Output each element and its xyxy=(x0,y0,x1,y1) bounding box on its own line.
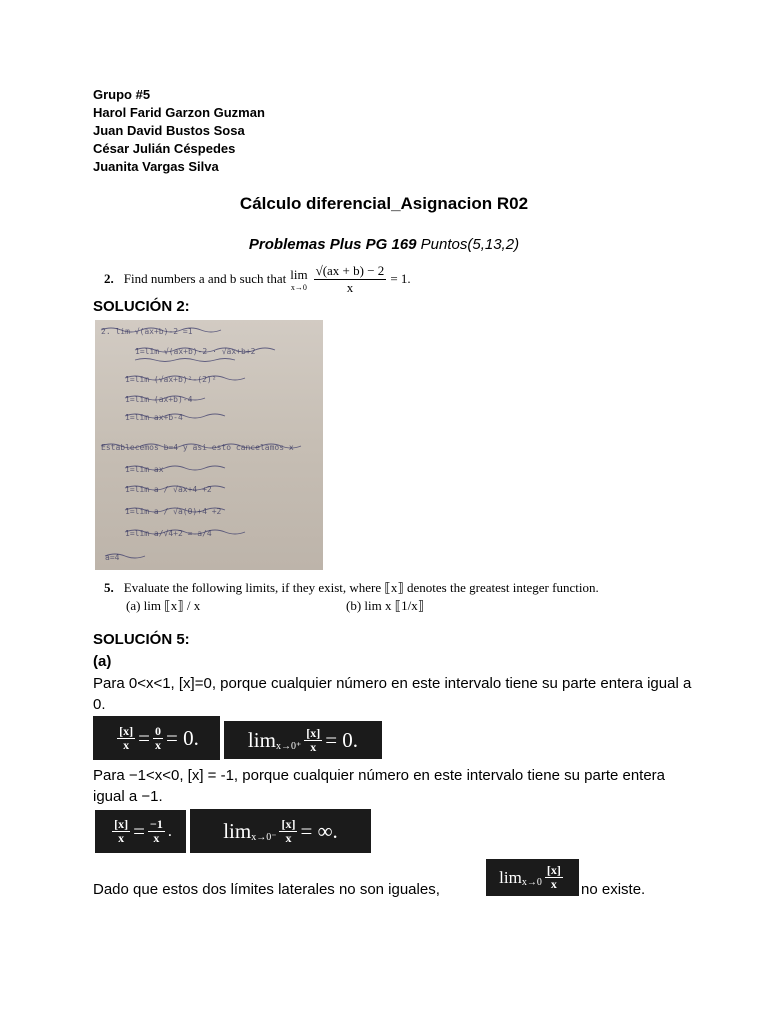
svg-text:1=lim a / √ax+4 +2: 1=lim a / √ax+4 +2 xyxy=(125,485,212,494)
part-a-label: (a) xyxy=(93,653,112,670)
subtitle-bold: Problemas Plus PG 169 xyxy=(248,236,417,253)
fraction: $\frac{[x]}{x}$ xyxy=(119,723,134,752)
paragraph-3-text: Dado que estos dos límites laterales no son iguales, xyxy=(93,881,440,898)
problem-2 xyxy=(104,261,411,297)
svg-text:1=lim √(ax+b)-2 · √ax+b+2: 1=lim √(ax+b)-2 · √ax+b+2 xyxy=(135,347,256,356)
svg-text:1=lim (ax+b)-4: 1=lim (ax+b)-4 xyxy=(125,395,193,404)
handwriting-image xyxy=(95,320,323,570)
problem-5-parts xyxy=(126,598,424,614)
svg-text:2. lim √(ax+b)-2 =1: 2. lim √(ax+b)-2 =1 xyxy=(101,327,193,336)
fraction-numerator: √(ax + b) − 2 xyxy=(315,262,385,278)
document-subtitle xyxy=(0,236,768,253)
svg-text:1=lim a / √a(0)+4 +2: 1=lim a / √a(0)+4 +2 xyxy=(125,507,222,516)
math-box-3: $\frac{[x]}{x}$ = $\frac{-1}{x}$ . xyxy=(95,810,186,853)
author-name: Juan David Bustos Sosa xyxy=(93,123,245,138)
author-name: Juanita Vargas Silva xyxy=(93,159,219,174)
problem-5-part-b: (b) lim x ⟦1/x⟧ xyxy=(346,598,425,613)
paragraph-3-end: no existe. xyxy=(581,881,646,898)
svg-text:1=lim a/√4+2 = a/4: 1=lim a/√4+2 = a/4 xyxy=(125,529,212,538)
author-name: César Julián Céspedes xyxy=(93,141,236,156)
fraction: $\frac{-1}{x}$ xyxy=(150,817,163,845)
solution-2-heading: SOLUCIÓN 2: xyxy=(93,298,190,315)
problem-5 xyxy=(104,580,599,596)
fraction-denominator: x xyxy=(346,279,354,295)
svg-text:Establecemos b=4 y asi esto ca: Establecemos b=4 y asi esto cancelamos x xyxy=(101,443,294,452)
fraction: $\frac{[x]}{x}$ xyxy=(281,816,296,845)
math-box-2: lim x→0⁺ $\frac{[x]}{x}$ = 0. xyxy=(224,721,382,759)
problem-2-text: Find numbers a and b such that xyxy=(123,271,287,286)
problem-2-number: 2. xyxy=(104,271,114,286)
solution-5-heading: SOLUCIÓN 5: xyxy=(93,631,190,648)
svg-text:1=lim ax: 1=lim ax xyxy=(125,465,164,474)
problem-2-equals: = 1. xyxy=(390,271,411,286)
problem-5-part-a: (a) lim ⟦x⟧ / x xyxy=(126,598,201,613)
lim-label: lim xyxy=(290,266,308,282)
math-box-1: $\frac{[x]}{x}$ = $\frac{0}{x}$ = 0. xyxy=(93,716,220,760)
fraction: [x] x xyxy=(546,863,561,891)
handwritten-solution-photo xyxy=(95,320,323,570)
paragraph-1: Para 0<x<1, [x]=0, porque cualquier número en este intervalo tiene su parte entera igual a 0. xyxy=(93,675,692,713)
math-box-4: lim x→0⁻ $\frac{[x]}{x}$ = ∞. xyxy=(190,809,371,853)
svg-text:a=4: a=4 xyxy=(105,553,120,562)
author-block xyxy=(93,86,265,176)
svg-text:1=lim (√ax+b)²-(2)²: 1=lim (√ax+b)²-(2)² xyxy=(125,375,217,384)
author-name: Harol Farid Garzon Guzman xyxy=(93,105,265,120)
problem-2-fraction xyxy=(314,263,387,296)
subtitle-rest: Puntos(5,13,2) xyxy=(416,236,520,253)
problem-2-limit xyxy=(290,267,307,292)
fraction: $\frac{0}{x}$ xyxy=(155,723,161,752)
fraction: $\frac{[x]}{x}$ xyxy=(306,725,321,754)
fraction: $\frac{[x]}{x}$ xyxy=(114,817,129,845)
group-line: Grupo #5 xyxy=(93,87,151,102)
svg-text:1=lim ax+b-4: 1=lim ax+b-4 xyxy=(125,413,183,422)
math-box-5: lim x→0 [x] x xyxy=(486,859,579,896)
document-title: Cálculo diferencial_Asignacion R02 xyxy=(239,194,529,213)
problem-5-number: 5. xyxy=(104,580,114,595)
paragraph-2: Para −1<x<0, [x] = -1, porque cualquier número en este intervalo tiene su parte entera igual a −1. xyxy=(93,767,666,805)
lim-subscript: x→0 xyxy=(290,282,307,292)
problem-5-text: Evaluate the following limits, if they exist, where ⟦x⟧ denotes the greatest integer function. xyxy=(123,580,599,595)
